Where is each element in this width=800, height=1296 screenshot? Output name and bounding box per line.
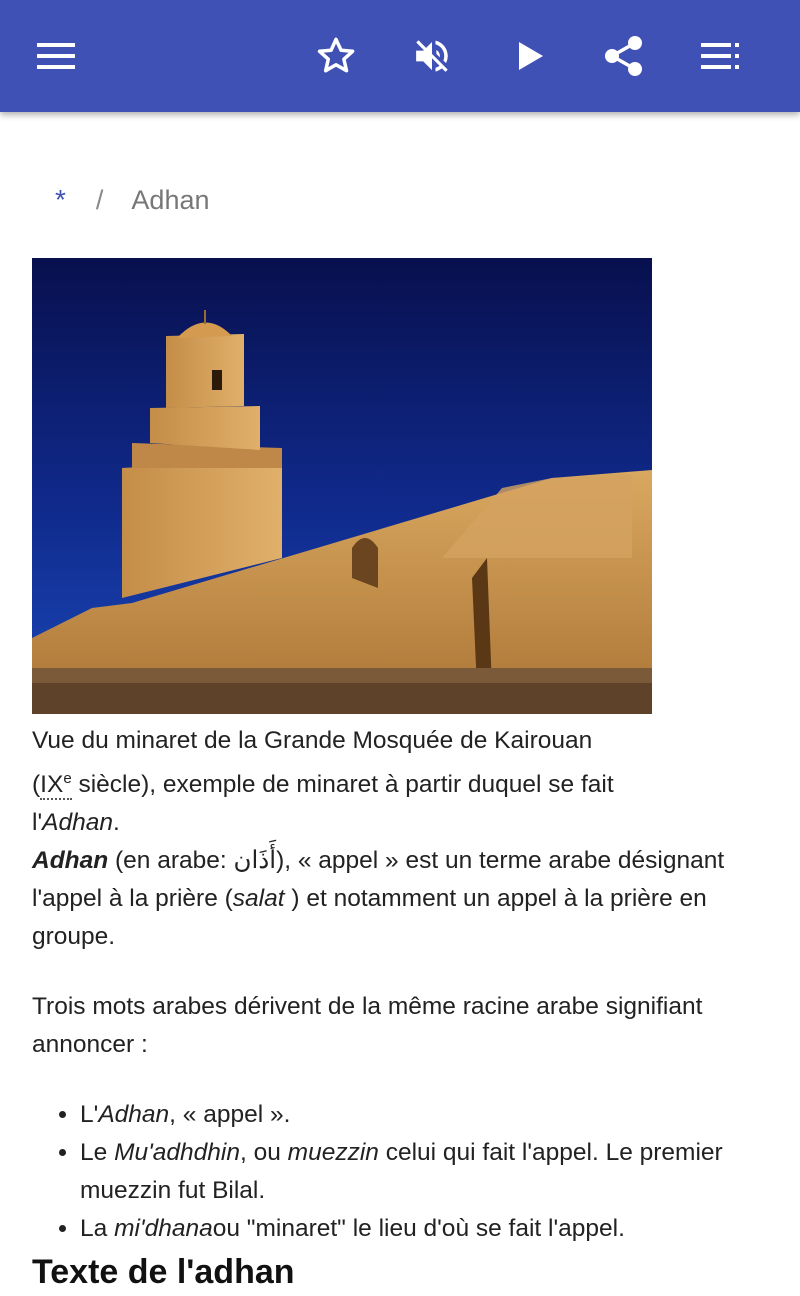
breadcrumb [55, 184, 210, 216]
play-icon [515, 40, 545, 72]
breadcrumb-home-link[interactable]: * [55, 184, 66, 215]
star-outline-icon [315, 35, 357, 77]
breadcrumb-separator: / [95, 184, 104, 215]
share-icon [604, 35, 644, 77]
list-item: • L'Adhan, « appel ». [80, 1096, 772, 1134]
intro-paragraph: Adhan (en arabe: أَذَان), « appel » est un terme arabe désignant l'appel à la prière (salat ) et notamment un appel à la prière en groupe. [32, 847, 725, 951]
list-item: • La mi'dhanaou "minaret" le lieu d'où se fait l'appel. [80, 1210, 772, 1248]
mute-button[interactable] [400, 24, 464, 88]
section-title: Texte de l'adhan [32, 1253, 295, 1292]
breadcrumb-current: Adhan [131, 184, 210, 215]
toc-button[interactable] [688, 24, 752, 88]
salat-link[interactable]: salat [232, 885, 285, 913]
menu-button[interactable] [24, 24, 88, 88]
volume-off-icon [411, 35, 453, 77]
share-button[interactable] [592, 24, 656, 88]
derived-words-list [32, 1096, 772, 1248]
century-abbr[interactable]: IXe [40, 770, 72, 799]
article-text [32, 722, 772, 1296]
app-bar [0, 0, 800, 112]
list-icon [701, 43, 739, 69]
derivation-paragraph: Trois mots arabes dérivent de la même racine arabe signifiant annoncer : [32, 993, 703, 1059]
menu-icon [37, 42, 75, 70]
favorite-button[interactable] [304, 24, 368, 88]
arabic-term: أَذَان [233, 847, 277, 875]
article-image[interactable] [32, 258, 652, 714]
play-button[interactable] [498, 24, 562, 88]
image-caption: Vue du minaret de la Grande Mosquée de Kairouan (IXe siècle), exemple de minaret à partir duquel se fait l'Adhan. [32, 727, 614, 837]
list-item: • Le Mu'adhdhin, ou muezzin celui qui fait l'appel. Le premier muezzin fut Bilal. [80, 1134, 772, 1210]
